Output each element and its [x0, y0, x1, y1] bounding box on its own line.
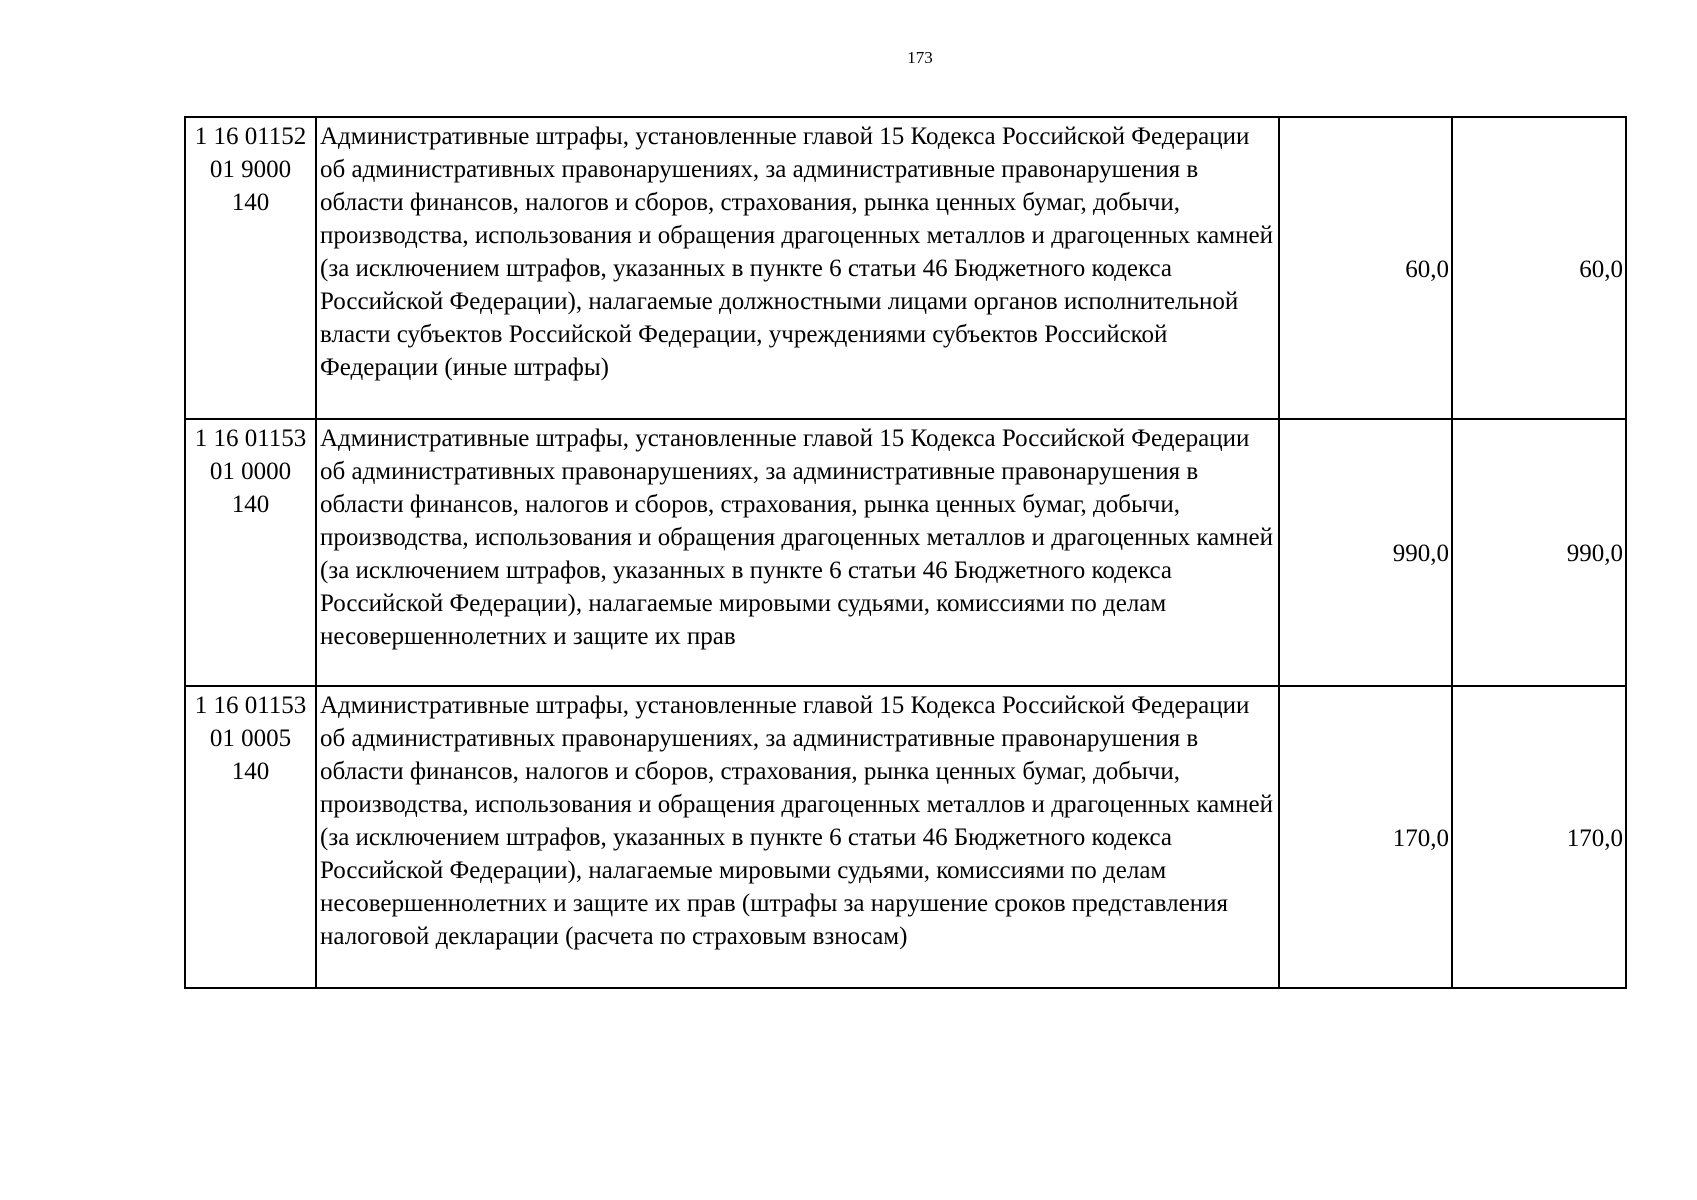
budget-code-cell [185, 419, 316, 686]
budget-revenue-table [184, 116, 1627, 989]
table-row [185, 419, 1626, 686]
budget-code-part: 1 16 01153 [194, 692, 307, 719]
budget-code-cell [185, 686, 316, 988]
budget-code-part: 01 0005 [209, 725, 292, 752]
budget-code-part: 140 [231, 758, 270, 785]
description-cell: Административные штрафы, установленные главой 15 Кодекса Российской Федерации об административных правонарушениях, за административные правонарушения в области финансов, налогов и сборов, страхования, рынка ценных бумаг, добычи, производства, использования и обращения драгоценных металлов и драгоценных камней (за исключением штрафов, указанных в пункте 6 статьи 46 Бюджетного кодекса Российской Федерации), налагаемые мировыми судьями, комиссиями по делам несовершеннолетних и защите их прав (штрафы за нарушение сроков представления налоговой декларации (расчета по страховым взносам) [316, 686, 1279, 988]
budget-code-cell [185, 117, 316, 419]
description-cell: Административные штрафы, установленные главой 15 Кодекса Российской Федерации об административных правонарушениях, за административные правонарушения в области финансов, налогов и сборов, страхования, рынка ценных бумаг, добычи, производства, использования и обращения драгоценных металлов и драгоценных камней (за исключением штрафов, указанных в пункте 6 статьи 46 Бюджетного кодекса Российской Федерации), налагаемые мировыми судьями, комиссиями по делам несовершеннолетних и защите их прав [316, 419, 1279, 686]
value-cell-2: 60,0 [1452, 117, 1626, 419]
budget-code-part: 140 [231, 491, 270, 518]
value-cell-1: 60,0 [1279, 117, 1452, 419]
value-cell-1: 170,0 [1279, 686, 1452, 988]
budget-code-part: 01 0000 [209, 458, 292, 485]
budget-code-part: 01 9000 [209, 156, 292, 183]
budget-code-part: 1 16 01153 [194, 425, 307, 452]
budget-code-part: 1 16 01152 [194, 123, 307, 150]
description-cell: Административные штрафы, установленные главой 15 Кодекса Российской Федерации об административных правонарушениях, за административные правонарушения в области финансов, налогов и сборов, страхования, рынка ценных бумаг, добычи, производства, использования и обращения драгоценных металлов и драгоценных камней (за исключением штрафов, указанных в пункте 6 статьи 46 Бюджетного кодекса Российской Федерации), налагаемые должностными лицами органов исполнительной власти субъектов Российской Федерации, учреждениями субъектов Российской Федерации (иные штрафы) [316, 117, 1279, 419]
value-cell-1: 990,0 [1279, 419, 1452, 686]
page-number: 173 [907, 48, 933, 67]
table-row [185, 686, 1626, 988]
budget-code-part: 140 [231, 189, 270, 216]
value-cell-2: 170,0 [1452, 686, 1626, 988]
value-cell-2: 990,0 [1452, 419, 1626, 686]
table-row [185, 117, 1626, 419]
